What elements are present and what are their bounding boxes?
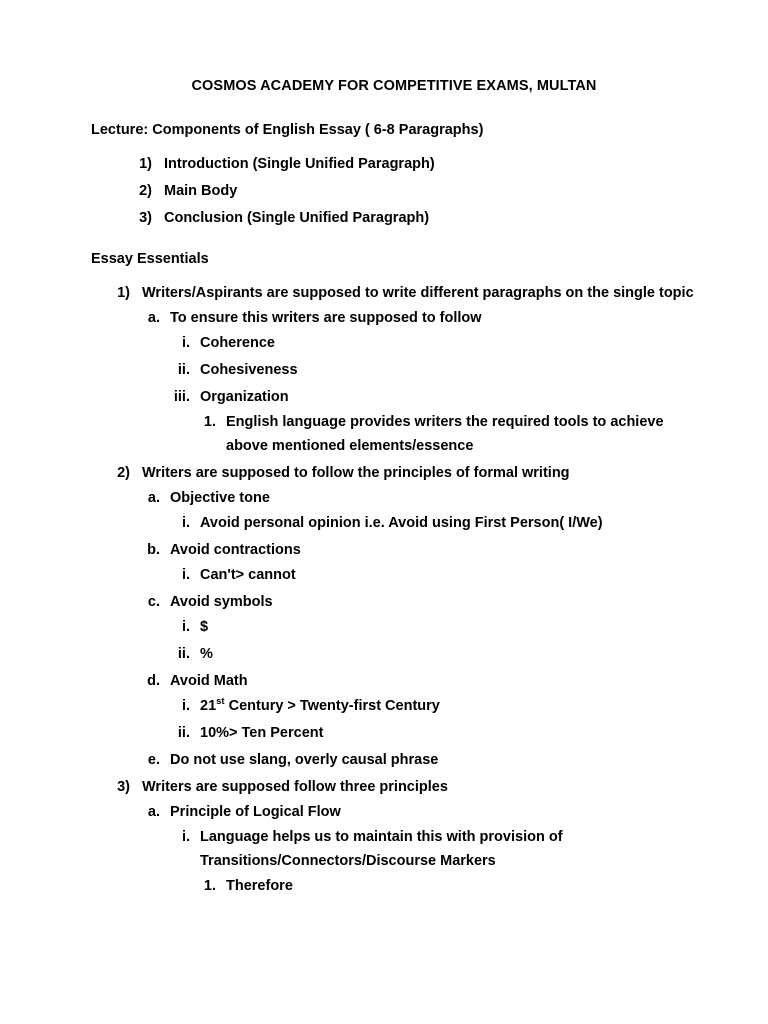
sublist — [200, 874, 694, 899]
list-item-label: Principle of Logical Flow — [170, 803, 341, 820]
list-marker: 1) — [117, 284, 130, 301]
list-item — [108, 461, 694, 772]
list-item-label: Can't> cannot — [200, 567, 296, 584]
list-marker: 1. — [203, 413, 216, 430]
list-item — [170, 825, 694, 900]
list-marker: e. — [147, 751, 160, 768]
list-marker: ii. — [177, 724, 190, 741]
list-item-label: Cohesiveness — [200, 361, 298, 378]
list-item-label: Writers/Aspirants are supposed to write different paragraphs on the single topic — [142, 284, 694, 301]
list-marker: 1) — [139, 156, 152, 172]
sublist — [170, 511, 694, 536]
ordinal-base: 21 — [200, 697, 217, 714]
sublist — [170, 694, 694, 746]
list-item — [130, 179, 694, 204]
list-item-label: Conclusion (Single Unified Paragraph) — [164, 209, 430, 226]
list-item — [130, 152, 694, 177]
list-item-label: Avoid Math — [170, 672, 248, 689]
list-marker: i. — [181, 828, 190, 845]
list-item — [142, 669, 694, 746]
page-title: COSMOS ACADEMY FOR COMPETITIVE EXAMS, MULTAN — [191, 78, 597, 94]
list-item — [108, 281, 694, 460]
sublist — [170, 825, 694, 900]
ordinal-tail: Century > Twenty-first Century — [224, 697, 440, 714]
sublist — [170, 615, 694, 667]
list-item-label: Avoid contractions — [170, 542, 301, 559]
essentials-list — [88, 281, 694, 900]
list-item — [200, 874, 694, 899]
list-item — [170, 385, 694, 460]
list-marker: a. — [147, 309, 160, 326]
sublist — [170, 563, 694, 588]
list-item-label: Writers are supposed follow three principles — [142, 778, 448, 795]
list-marker: ii. — [177, 645, 190, 662]
list-item — [170, 358, 694, 383]
list-marker: i. — [181, 334, 190, 351]
list-item-label: Introduction (Single Unified Paragraph) — [164, 156, 435, 172]
list-item-label: Main Body — [164, 182, 238, 199]
list-item-label: $ — [200, 619, 209, 635]
list-item — [142, 486, 694, 536]
list-marker: i. — [181, 619, 190, 635]
components-list — [88, 152, 694, 231]
list-item — [142, 538, 694, 588]
list-marker: d. — [147, 672, 160, 689]
list-item — [170, 563, 694, 588]
list-marker: 3) — [117, 778, 130, 795]
list-item-label: Writers are supposed to follow the principles of formal writing — [142, 465, 570, 482]
list-item-label: English language provides writers the required tools to achieve above mentioned elements/essence — [226, 413, 664, 455]
ordinal-suffix: st — [216, 695, 225, 707]
list-marker: 1. — [203, 878, 216, 895]
list-item-label: Do not use slang, overly causal phrase — [170, 751, 439, 768]
list-item-label: Objective tone — [170, 490, 270, 507]
sublist — [200, 410, 694, 460]
list-item — [170, 721, 694, 746]
list-marker: b. — [147, 542, 160, 559]
list-item — [108, 775, 694, 900]
list-marker: c. — [147, 594, 160, 611]
list-item — [170, 615, 694, 640]
list-marker: a. — [147, 490, 160, 507]
list-item — [142, 306, 694, 460]
list-item-label: To ensure this writers are supposed to follow — [170, 309, 482, 326]
list-item — [170, 331, 694, 356]
section-heading-essay-essentials: Essay Essentials — [91, 250, 209, 267]
list-marker: iii. — [173, 388, 190, 405]
list-item-label: Avoid personal opinion i.e. Avoid using First Person( I/We) — [200, 515, 603, 532]
list-item — [170, 694, 694, 719]
list-item-label: Organization — [200, 388, 289, 405]
sublist — [170, 331, 694, 460]
lecture-heading: Lecture: Components of English Essay ( 6-8 Paragraphs) — [91, 122, 484, 138]
list-marker: a. — [147, 803, 160, 820]
list-item — [142, 590, 694, 667]
list-item-label: Coherence — [200, 334, 275, 351]
list-item-label-superscripted — [200, 694, 694, 719]
list-item — [200, 410, 694, 460]
list-item-label: 10%> Ten Percent — [200, 724, 324, 741]
list-marker: 2) — [139, 182, 152, 199]
list-item-label: Therefore — [226, 878, 293, 895]
list-item — [142, 748, 694, 773]
list-marker: i. — [181, 697, 190, 714]
list-item-label: Language helps us to maintain this with provision of Transitions/Connectors/Discourse Markers — [200, 828, 563, 870]
list-marker: i. — [181, 515, 190, 532]
list-item — [130, 206, 694, 231]
list-item-label: % — [200, 645, 213, 662]
list-item — [142, 800, 694, 900]
list-item-label: Avoid symbols — [170, 594, 273, 611]
list-marker: i. — [181, 567, 190, 584]
list-marker: ii. — [177, 361, 190, 378]
sublist — [142, 306, 694, 460]
sublist — [142, 486, 694, 772]
sublist — [142, 800, 694, 900]
list-marker: 2) — [117, 465, 130, 482]
list-marker: 3) — [139, 209, 152, 226]
list-item — [170, 511, 694, 536]
list-item — [170, 642, 694, 667]
